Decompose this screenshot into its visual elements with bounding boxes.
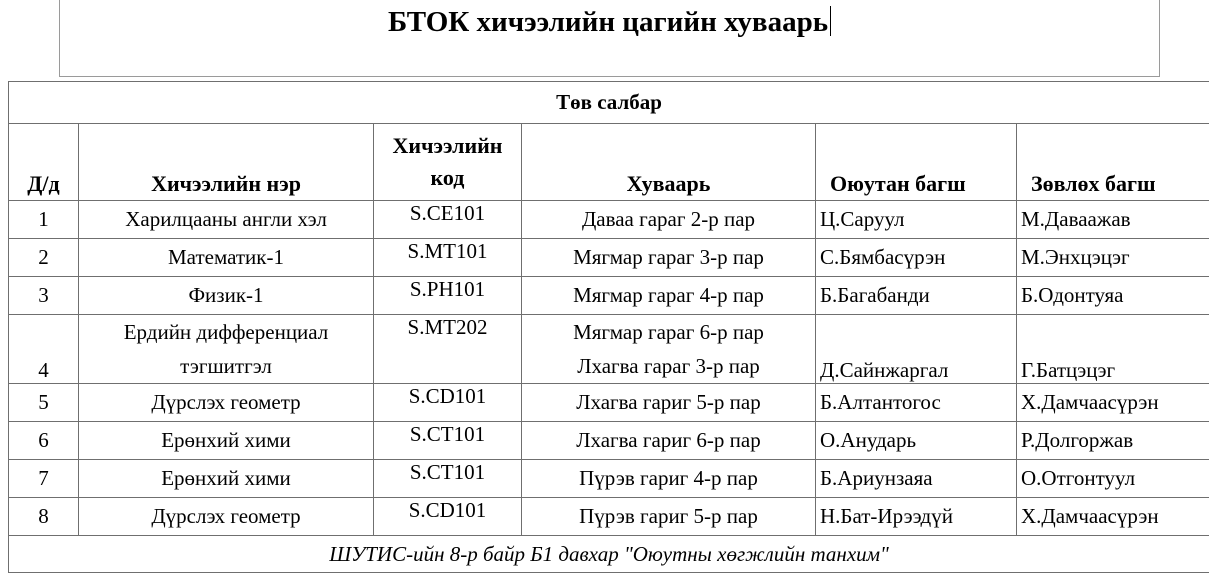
table-row <box>9 239 1209 277</box>
table-row <box>9 422 1209 460</box>
cell-no: 7 <box>9 460 79 498</box>
cell-schedule: Мягмар гараг 3-р пар <box>522 239 816 277</box>
cell-code: S.MT202 <box>374 315 522 384</box>
location-footer: ШУТИС-ийн 8-р байр Б1 давхар "Оюутны хөгжлийн танхим" <box>9 536 1209 573</box>
cell-student-teacher: С.Бямбасүрэн <box>816 239 1017 277</box>
cell-no: 2 <box>9 239 79 277</box>
cell-advisor: Г.Батцэцэг <box>1017 315 1209 384</box>
table-row <box>9 315 1209 384</box>
title-box[interactable] <box>59 0 1160 77</box>
cell-code: S.CT101 <box>374 422 522 460</box>
cell-name: Дүрслэх геометр <box>79 384 374 422</box>
cell-name: Математик-1 <box>79 239 374 277</box>
cell-schedule: Даваа гараг 2-р пар <box>522 201 816 239</box>
text-cursor <box>830 6 831 36</box>
col-header-schedule: Хуваарь <box>522 124 816 201</box>
table-row <box>9 498 1209 536</box>
cell-schedule-line2: Лхагва гараг 3-р пар <box>577 354 760 378</box>
schedule-table <box>8 81 1209 573</box>
cell-advisor: Х.Дамчаасүрэн <box>1017 384 1209 422</box>
cell-no: 8 <box>9 498 79 536</box>
col-header-advisor: Зөвлөх багш <box>1017 124 1209 201</box>
table-row <box>9 201 1209 239</box>
header-row <box>9 124 1209 201</box>
cell-student-teacher: Н.Бат-Ирээдүй <box>816 498 1017 536</box>
col-header-no: Д/д <box>9 124 79 201</box>
cell-advisor: Х.Дамчаасүрэн <box>1017 498 1209 536</box>
cell-name: Дүрслэх геометр <box>79 498 374 536</box>
cell-student-teacher: О.Анударь <box>816 422 1017 460</box>
cell-code: S.CE101 <box>374 201 522 239</box>
col-header-student-teacher: Оюутан багш <box>816 124 1017 201</box>
cell-code: S.MT101 <box>374 239 522 277</box>
cell-name: Ерөнхий хими <box>79 460 374 498</box>
table-row <box>9 460 1209 498</box>
cell-schedule-line1: Мягмар гараг 6-р пар <box>573 320 764 344</box>
table-row <box>9 384 1209 422</box>
cell-advisor: М.Энхцэцэг <box>1017 239 1209 277</box>
cell-schedule: Пүрэв гариг 5-р пар <box>522 498 816 536</box>
col-header-code: Хичээлийн код <box>374 124 522 201</box>
document-title-text: БТОК хичээлийн цагийн хуваарь <box>387 6 829 38</box>
cell-student-teacher: Д.Сайнжаргал <box>816 315 1017 384</box>
cell-no: 4 <box>9 315 79 384</box>
cell-schedule: Лхагва гариг 5-р пар <box>522 384 816 422</box>
cell-advisor: Р.Долгоржав <box>1017 422 1209 460</box>
cell-student-teacher: Ц.Саруул <box>816 201 1017 239</box>
cell-student-teacher: Б.Багабанди <box>816 277 1017 315</box>
cell-name: Физик-1 <box>79 277 374 315</box>
cell-name: Ердийн дифференциал тэгшитгэл <box>79 315 374 384</box>
cell-advisor: О.Отгонтуул <box>1017 460 1209 498</box>
cell-advisor: Б.Одонтуяа <box>1017 277 1209 315</box>
cell-no: 3 <box>9 277 79 315</box>
cell-schedule: Пүрэв гариг 4-р пар <box>522 460 816 498</box>
cell-code: S.CD101 <box>374 498 522 536</box>
cell-student-teacher: Б.Ариунзаяа <box>816 460 1017 498</box>
branch-header: Төв салбар <box>9 82 1209 124</box>
table-row <box>9 277 1209 315</box>
cell-name: Харилцааны англи хэл <box>79 201 374 239</box>
col-header-name: Хичээлийн нэр <box>79 124 374 201</box>
cell-advisor: М.Даваажав <box>1017 201 1209 239</box>
cell-no: 5 <box>9 384 79 422</box>
cell-student-teacher: Б.Алтантогос <box>816 384 1017 422</box>
cell-name: Ерөнхий хими <box>79 422 374 460</box>
cell-code: S.CD101 <box>374 384 522 422</box>
cell-schedule <box>522 315 816 384</box>
cell-schedule: Лхагва гариг 6-р пар <box>522 422 816 460</box>
cell-no: 6 <box>9 422 79 460</box>
cell-schedule: Мягмар гараг 4-р пар <box>522 277 816 315</box>
document-title[interactable] <box>60 4 1159 40</box>
cell-code: S.CT101 <box>374 460 522 498</box>
cell-code: S.PH101 <box>374 277 522 315</box>
cell-no: 1 <box>9 201 79 239</box>
